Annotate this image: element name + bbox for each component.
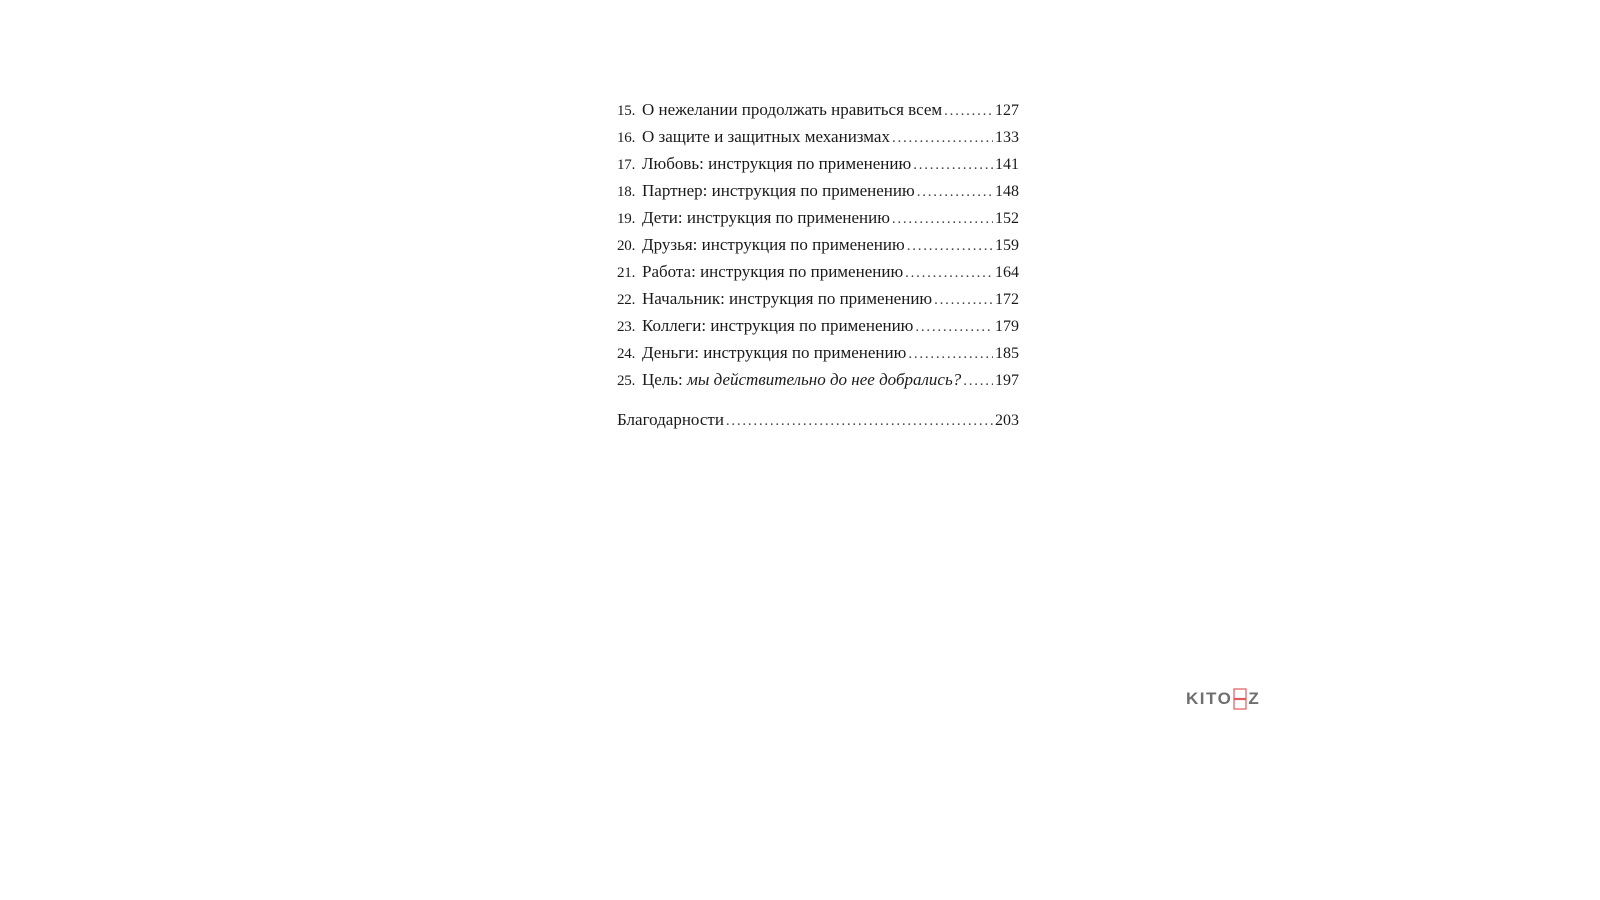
toc-entry-number: 17.	[617, 157, 636, 173]
toc-entry-page: 197	[995, 372, 1019, 389]
toc-entry-number: 15.	[617, 103, 636, 119]
toc-leader-dots	[917, 179, 993, 206]
toc-entry[interactable]	[617, 123, 1019, 150]
toc-entry-title-main: Друзья: инструкция по применению	[642, 235, 905, 254]
toc-entry-title	[642, 231, 905, 258]
toc-entry-list	[617, 96, 1019, 393]
toc-entry-title	[642, 204, 890, 231]
toc-entry-title-main: Цель:	[642, 370, 688, 389]
toc-spacer	[617, 393, 1019, 406]
toc-entry-number: 25.	[617, 373, 636, 389]
toc-entry-number: 24.	[617, 346, 636, 362]
toc-entry[interactable]	[617, 312, 1019, 339]
toc-entry[interactable]	[617, 339, 1019, 366]
toc-leader-dots	[963, 368, 993, 395]
toc-entry[interactable]	[617, 204, 1019, 231]
toc-leader-dots	[944, 98, 993, 125]
toc-entry-title	[642, 150, 911, 177]
toc-entry-number: 22.	[617, 292, 636, 308]
toc-entry-acknowledgements[interactable]	[617, 406, 1019, 433]
toc-leader-dots	[907, 233, 993, 260]
toc-entry-page: 172	[995, 291, 1019, 308]
toc-entry-page: 164	[995, 264, 1019, 281]
toc-entry-title-main: Коллеги: инструкция по применению	[642, 316, 914, 335]
toc-entry-title-main: Любовь: инструкция по применению	[642, 154, 912, 173]
toc-entry-title-main: О нежелании продолжать нравиться всем	[642, 100, 943, 119]
toc-entry[interactable]	[617, 231, 1019, 258]
toc-leader-dots	[913, 152, 993, 179]
toc-entry[interactable]	[617, 150, 1019, 177]
toc-entry-page: 185	[995, 345, 1019, 362]
toc-entry-page: 127	[995, 102, 1019, 119]
logo-text-right: Z	[1248, 689, 1261, 708]
toc-entry-number: 19.	[617, 211, 636, 227]
toc-leader-dots	[726, 408, 993, 435]
toc-entry-title-main: Дети: инструкция по применению	[642, 208, 890, 227]
toc-entry-page: 133	[995, 129, 1019, 146]
logo-book-mark-icon	[1233, 688, 1247, 710]
toc-entry-title	[642, 312, 913, 339]
toc-entry-title-main: Начальник: инструкция по применению	[642, 289, 933, 308]
table-of-contents	[617, 96, 1019, 433]
toc-entry[interactable]	[617, 366, 1019, 393]
toc-entry-title-main: Деньги: инструкция по применению	[642, 343, 907, 362]
toc-entry-title-main: О защите и защитных механизмах	[642, 127, 890, 146]
toc-entry-title-italic: мы действительно до нее добрались?	[687, 370, 962, 389]
toc-entry[interactable]	[617, 285, 1019, 312]
toc-leader-dots	[892, 206, 993, 233]
toc-leader-dots	[934, 287, 993, 314]
toc-entry-title: Благодарности	[617, 410, 724, 429]
toc-entry-title	[642, 285, 932, 312]
publisher-logo	[1186, 688, 1260, 710]
toc-leader-dots	[908, 341, 993, 368]
toc-entry-page: 159	[995, 237, 1019, 254]
toc-entry-page: 179	[995, 318, 1019, 335]
toc-entry-number: 20.	[617, 238, 636, 254]
toc-entry-number: 16.	[617, 130, 636, 146]
toc-entry-title	[642, 339, 906, 366]
toc-leader-dots	[915, 314, 993, 341]
toc-entry-title	[642, 177, 915, 204]
toc-entry-title	[642, 123, 890, 150]
toc-entry-number: 23.	[617, 319, 636, 335]
toc-leader-dots	[892, 125, 993, 152]
toc-entry-page: 203	[995, 412, 1019, 429]
toc-entry[interactable]	[617, 258, 1019, 285]
toc-entry-title	[642, 258, 903, 285]
toc-entry-page: 141	[995, 156, 1019, 173]
toc-entry-number: 21.	[617, 265, 636, 281]
logo-text-left: KITO	[1186, 689, 1233, 708]
toc-entry-title-main: Работа: инструкция по применению	[642, 262, 904, 281]
toc-leader-dots	[905, 260, 993, 287]
toc-entry-title	[642, 366, 961, 393]
toc-entry-page: 152	[995, 210, 1019, 227]
toc-entry-title-main: Партнер: инструкция по применению	[642, 181, 915, 200]
toc-entry[interactable]	[617, 96, 1019, 123]
toc-entry[interactable]	[617, 177, 1019, 204]
toc-entry-number: 18.	[617, 184, 636, 200]
toc-entry-title	[642, 96, 942, 123]
toc-entry-page: 148	[995, 183, 1019, 200]
